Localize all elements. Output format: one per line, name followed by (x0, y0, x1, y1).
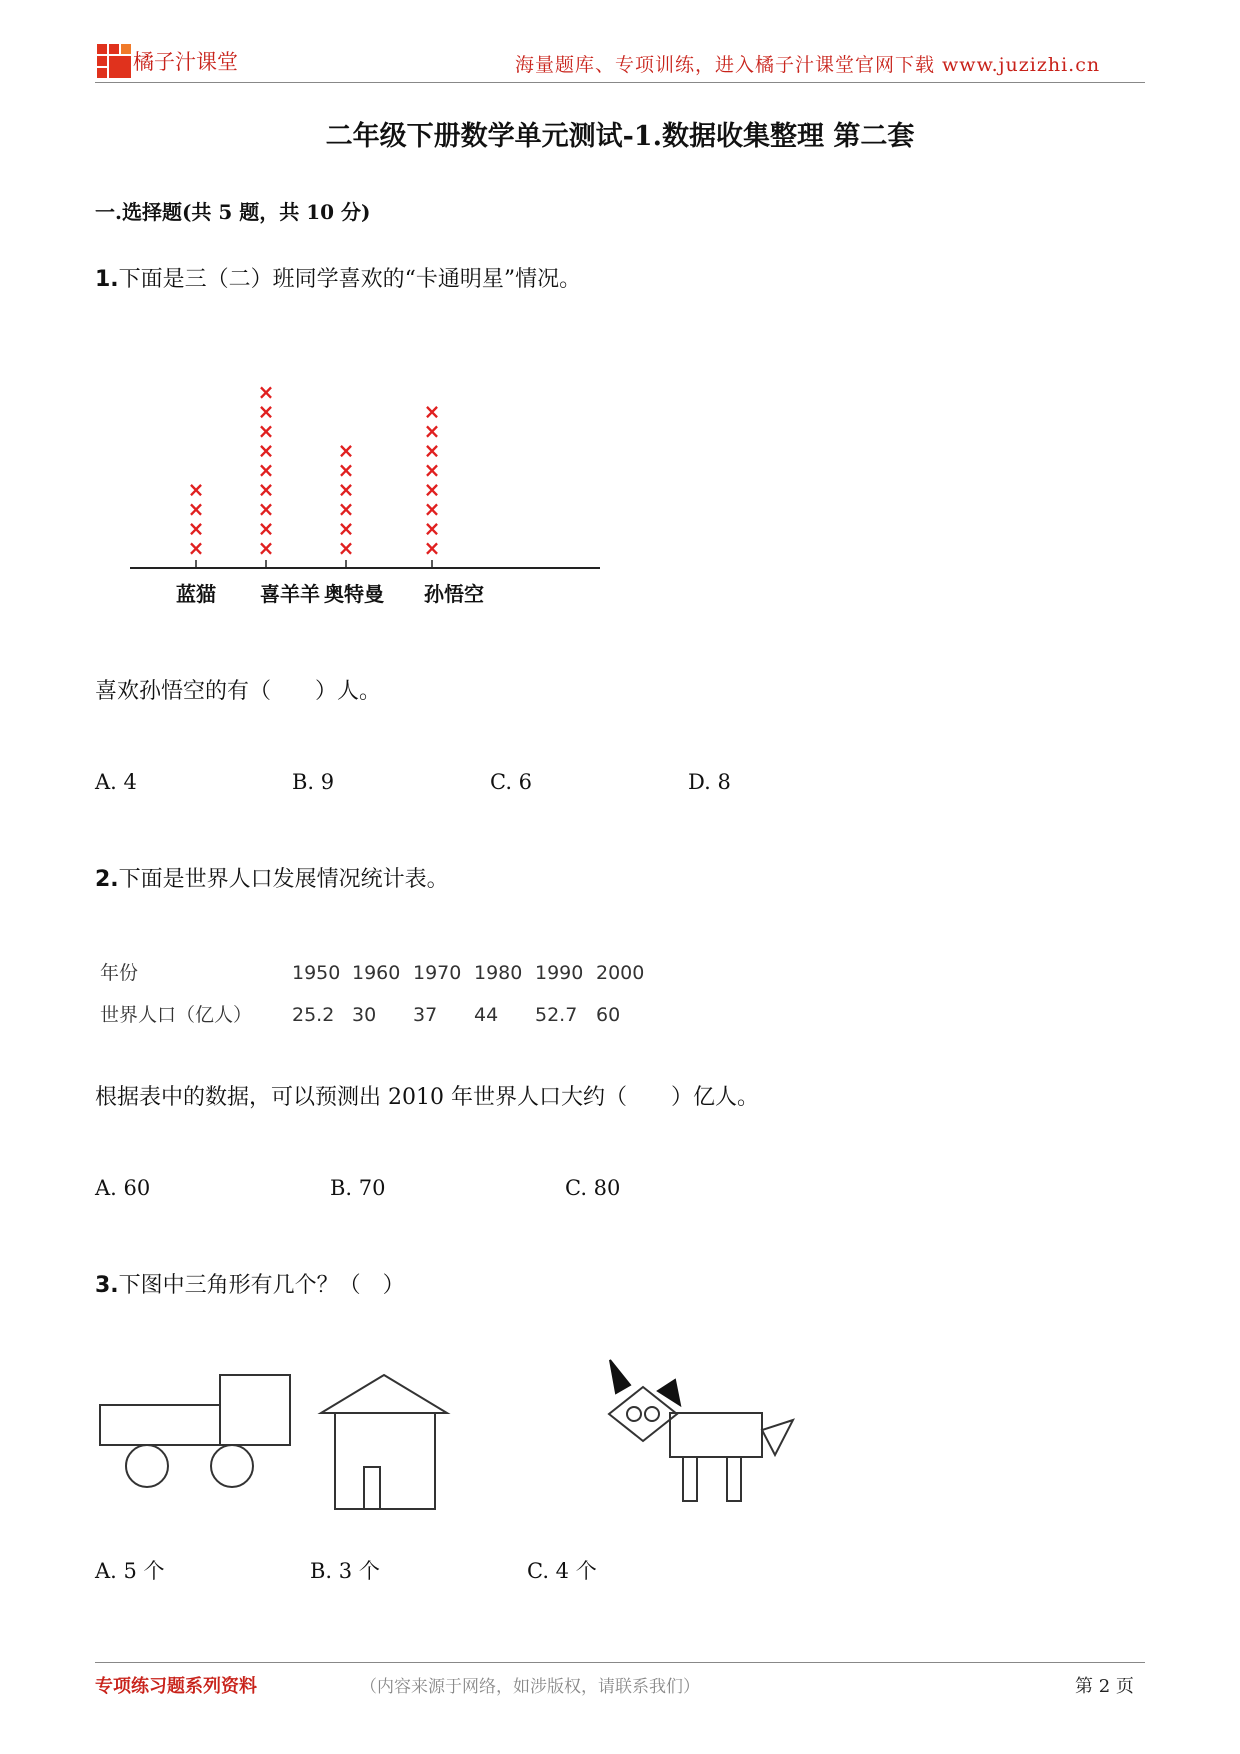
question-text: 下面是三（二）班同学喜欢的“卡通明星”情况。 (118, 267, 582, 292)
question-text: 下面是世界人口发展情况统计表。 (118, 867, 449, 892)
table-row-label-population: 世界人口（亿人） (100, 1004, 253, 1026)
header-slogan[interactable]: 海量题库、专项训练，进入橘子汁课堂官网下载 www.juzizhi.cn (515, 54, 1101, 76)
q2-option-b[interactable]: B. 70 (330, 1176, 386, 1200)
footer-divider (95, 1662, 1145, 1663)
chart-mark-喜羊羊: × (257, 497, 275, 521)
q1-option-c[interactable]: C. 6 (490, 770, 533, 794)
table-cell-year: 2000 (596, 962, 645, 984)
question-2 (95, 862, 449, 893)
q2-option-a[interactable]: A. 60 (95, 1176, 151, 1200)
table-row-label-year: 年份 (100, 962, 139, 984)
chart-mark-蓝猫: × (187, 516, 205, 541)
page-number (1075, 1672, 1134, 1698)
chart-mark-喜羊羊: × (257, 419, 275, 443)
q3-option-a[interactable]: A. 5 个 (95, 1559, 165, 1583)
animal-figure (609, 1360, 793, 1501)
chart-mark-奥特曼: × (337, 536, 355, 560)
brand-logo-icon (97, 44, 131, 78)
chart-mark-奥特曼: × (337, 438, 355, 463)
chart-mark-喜羊羊: × (257, 516, 275, 541)
table-cell-population: 25.2 (292, 1004, 335, 1026)
chart-mark-孙悟空: × (423, 536, 441, 560)
chart-mark-奥特曼: × (337, 477, 355, 502)
question-text: 下图中三角形有几个？（ ） (118, 1273, 405, 1298)
chart-mark-孙悟空: × (423, 438, 441, 463)
header-divider (95, 82, 1145, 83)
house-figure (321, 1375, 447, 1509)
page-prefix: 第 (1075, 1676, 1093, 1697)
population-table (100, 958, 660, 1038)
chart-category-label: 蓝猫 (176, 582, 216, 606)
chart-mark-孙悟空: × (423, 458, 441, 482)
brand-name: 橘子汁课堂 (133, 50, 238, 74)
question-3 (95, 1268, 405, 1299)
chart-mark-喜羊羊: × (257, 477, 275, 502)
question-number: 2. (95, 867, 119, 892)
chart-mark-孙悟空: × (423, 399, 441, 424)
question-number: 3. (95, 1273, 119, 1298)
chart-mark-喜羊羊: × (257, 399, 275, 424)
chart-mark-孙悟空: × (423, 516, 441, 541)
chart-mark-孙悟空: × (423, 477, 441, 502)
page-title: 二年级下册数学单元测试-1.数据收集整理 第二套 (325, 121, 915, 152)
footer-series: 专项练习题系列资料 (95, 1676, 257, 1697)
table-cell-year: 1980 (474, 962, 523, 984)
shape-figures (95, 1355, 815, 1525)
chart-mark-孙悟空: × (423, 419, 441, 443)
table-cell-year: 1990 (535, 962, 584, 984)
q3-option-c[interactable]: C. 4 个 (527, 1559, 597, 1583)
table-cell-year: 1970 (413, 962, 462, 984)
table-cell-population: 44 (474, 1004, 499, 1026)
chart-mark-奥特曼: × (337, 497, 355, 521)
table-cell-population: 60 (596, 1004, 621, 1026)
q2-option-c[interactable]: C. 80 (565, 1176, 621, 1200)
table-cell-population: 37 (413, 1004, 438, 1026)
question-number: 1. (95, 267, 119, 292)
table-cell-year: 1960 (352, 962, 401, 984)
q1-option-b[interactable]: B. 9 (292, 770, 335, 794)
chart-mark-孙悟空: × (423, 497, 441, 521)
chart-category-label: 孙悟空 (424, 582, 484, 606)
q1-option-d[interactable]: D. 8 (688, 770, 731, 794)
chart-mark-蓝猫: × (187, 536, 205, 560)
table-cell-population: 52.7 (535, 1004, 578, 1026)
chart-mark-喜羊羊: × (257, 536, 275, 560)
chart-category-label: 喜羊羊 (260, 582, 320, 606)
truck-figure (100, 1375, 290, 1487)
chart-mark-蓝猫: × (187, 477, 205, 502)
page-suffix: 页 (1115, 1676, 1134, 1697)
chart-category-label: 奥特曼 (324, 582, 384, 606)
table-cell-year: 1950 (292, 962, 341, 984)
q1-prompt: 喜欢孙悟空的有（ ）人。 (95, 679, 382, 704)
cartoon-star-chart (120, 375, 620, 615)
footer-notice: （内容来源于网络，如涉版权，请联系我们） (360, 1677, 700, 1697)
q2-prompt: 根据表中的数据，可以预测出 2010 年世界人口大约（ ）亿人。 (95, 1085, 759, 1110)
page-num: 2 (1098, 1676, 1111, 1697)
q3-option-b[interactable]: B. 3 个 (310, 1559, 380, 1583)
chart-mark-喜羊羊: × (257, 458, 275, 482)
chart-mark-蓝猫: × (187, 497, 205, 521)
question-1 (95, 262, 581, 293)
section-heading: 一.选择题(共 5 题，共 10 分) (95, 200, 371, 224)
chart-mark-喜羊羊: × (257, 438, 275, 463)
chart-mark-喜羊羊: × (257, 380, 275, 404)
chart-mark-奥特曼: × (337, 458, 355, 482)
table-cell-population: 30 (352, 1004, 377, 1026)
chart-mark-奥特曼: × (337, 516, 355, 541)
q1-option-a[interactable]: A. 4 (95, 770, 137, 794)
